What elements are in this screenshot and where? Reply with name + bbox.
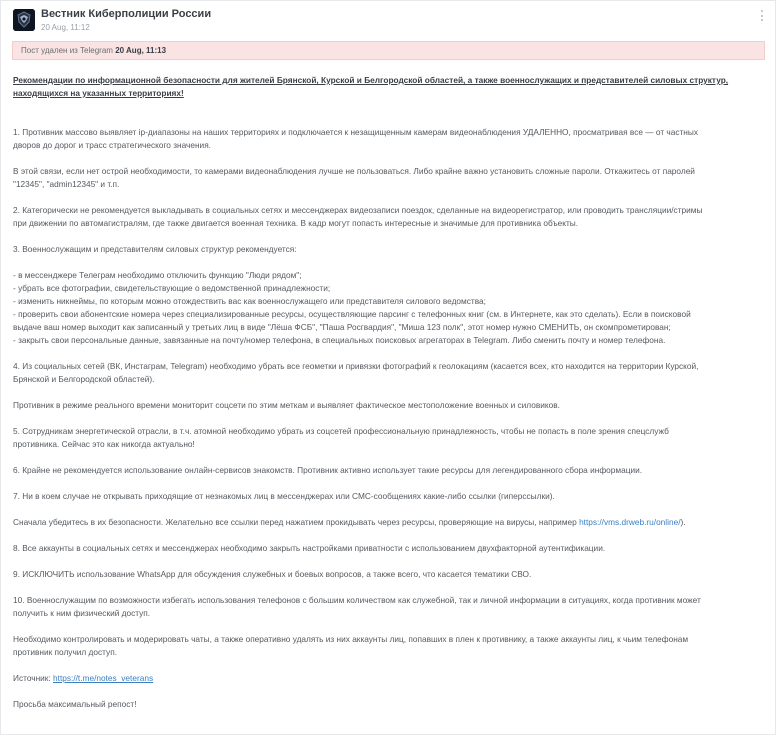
list-item: - убрать все фотографии, свидетельствующие о ведомственной принадлежности; bbox=[13, 283, 331, 293]
list-item: - в мессенджере Телеграм необходимо отключить функцию "Люди рядом"; bbox=[13, 270, 302, 280]
source-line bbox=[13, 672, 765, 685]
paragraph-line: 6. Крайне не рекомендуется использование онлайн-сервисов знакомств. Противник активно использует такие ресурсы для легендированного сбора информации. bbox=[13, 465, 643, 475]
paragraph-line: 1. Противник массово выявляет ip-диапазоны на наших территориях и подключается к незащищенным камерам видеонаблюдения УДАЛЕННО, просматривая все — от частных bbox=[13, 127, 699, 137]
list-item: - изменить никнеймы, по которым можно отождествить вас как военнослужащего или представителя силового ведомства; bbox=[13, 296, 486, 306]
paragraph-line: получить к ним физический доступ. bbox=[13, 608, 151, 618]
paragraph-line: 3. Военнослужащим и представителям силовых структур рекомендуется: bbox=[13, 244, 297, 254]
paragraph-line: Брянской и Белгородской областей). bbox=[13, 374, 155, 384]
list-item: - закрыть свои персональные данные, завязанные на почту/номер телефона, в специальных поисковых агрегаторах в Telegram. Либо сменить почту и номер телефона. bbox=[13, 335, 666, 345]
post-title-line: находящихся на указанных территориях! bbox=[13, 88, 184, 98]
paragraph-line: Необходимо контролировать и модерировать чаты, а также оперативно удалять из них аккаунты лиц, попавших в плен к противнику, а также аккаунты лиц, к чьим телефонам bbox=[13, 634, 689, 644]
source-label: Источник: bbox=[13, 673, 54, 683]
paragraph-text: ). bbox=[680, 517, 686, 527]
paragraph-line: "12345", "admin12345" и т.п. bbox=[13, 179, 120, 189]
paragraph-line: 8. Все аккаунты в социальных сетях и мессенджерах необходимо закрыть настройками приватности с использованием двухфакторной аутентификации. bbox=[13, 543, 606, 553]
paragraph-line: 4. Из социальных сетей (ВК, Инстаграм, Telegram) необходимо убрать все геометки и привязки фотографий к геолокациям (касается всех, кто находится на территории Курской, bbox=[13, 361, 699, 371]
post-title-line: Рекомендации по информационной безопасности для жителей Брянской, Курской и Белгородской областей, а также военнослужащих и представителей силовых структур, bbox=[13, 75, 729, 85]
channel-avatar[interactable] bbox=[13, 9, 35, 31]
paragraph-line: 9. ИСКЛЮЧИТЬ использование WhatsApp для обсуждения служебных и боевых вопросов, а также всего, что касается тематики СВО. bbox=[13, 569, 532, 579]
deleted-notice-date: 20 Aug, 11:13 bbox=[115, 46, 167, 55]
list-item: - проверить свои абонентские номера через специализированные ресурсы, осуществляющие парсинг с телефонных книг (см. в Интернете, как это сделать). Если в поисковой bbox=[13, 309, 691, 319]
channel-name[interactable]: Вестник Киберполиции России bbox=[41, 8, 212, 20]
paragraph-line: 10. Военнослужащим по возможности избегать использования телефонов с большим количеством как служебной, так и личной информации в ситуациях, когда противник может bbox=[13, 595, 701, 605]
paragraph-line: В этой связи, если нет острой необходимости, то камерами видеонаблюдения лучше не пользоваться. Либо крайне важно установить сложные пароли. Откажитесь от паролей bbox=[13, 166, 695, 176]
paragraph-line: дворов до дорог и трасс стратегического значения. bbox=[13, 140, 211, 150]
post-body bbox=[13, 74, 765, 711]
post-header bbox=[13, 8, 211, 32]
deleted-notice-text: Пост удален из Telegram bbox=[21, 46, 113, 55]
source-link[interactable]: https://t.me/notes_veterans bbox=[53, 673, 154, 683]
paragraph-line: противника. Сейчас это как никогда актуально! bbox=[13, 439, 195, 449]
paragraph-line: противник получил доступ. bbox=[13, 647, 117, 657]
closing-line: Просьба максимальный репост! bbox=[13, 699, 137, 709]
deleted-notice bbox=[12, 41, 765, 60]
vertical-dots-menu-icon[interactable] bbox=[759, 10, 765, 26]
paragraph-text: Сначала убедитесь в их безопасности. Желательно все ссылки перед нажатием прокидывать через ресурсы, проверяющие на вирусы, например bbox=[13, 517, 580, 527]
drweb-link[interactable]: https://vms.drweb.ru/online/ bbox=[579, 517, 681, 527]
paragraph-line: Противник в режиме реального времени мониторит соцсети по этим меткам и выявляет фактическое местоположение военных и силовиков. bbox=[13, 400, 560, 410]
post-date: 20 Aug, 11:12 bbox=[41, 23, 90, 32]
paragraph-line bbox=[13, 516, 765, 529]
paragraph-line: при движении по автомагистралям, где также двигается военная техника. В кадр могут попасть интересные и значимые для противника объекты. bbox=[13, 218, 579, 228]
cyber-police-emblem-icon bbox=[13, 9, 35, 31]
paragraph-line: 2. Категорически не рекомендуется выкладывать в социальных сетях и мессенджерах видеозаписи поездок, сделанные на видеорегистратор, или проводить трансляции/стримы bbox=[13, 205, 703, 215]
list-item: выдаче ваш номер выходит как записанный у третьих лиц в виде "Лёша ФСБ", "Паша Росгвардия", "Миша 123 полк", этот номер нужно СМЕНИТЬ, он скомпрометирован; bbox=[13, 322, 671, 332]
paragraph-line: 5. Сотрудникам энергетической отрасли, в т.ч. атомной необходимо убрать из соцсетей профессиональную принадлежность, чтобы не попасть в поле зрения спецслужб bbox=[13, 426, 669, 436]
paragraph-line: 7. Ни в коем случае не открывать приходящие от незнакомых лиц в мессенджерах или СМС-сообщениях какие-либо ссылки (гиперссылки). bbox=[13, 491, 555, 501]
